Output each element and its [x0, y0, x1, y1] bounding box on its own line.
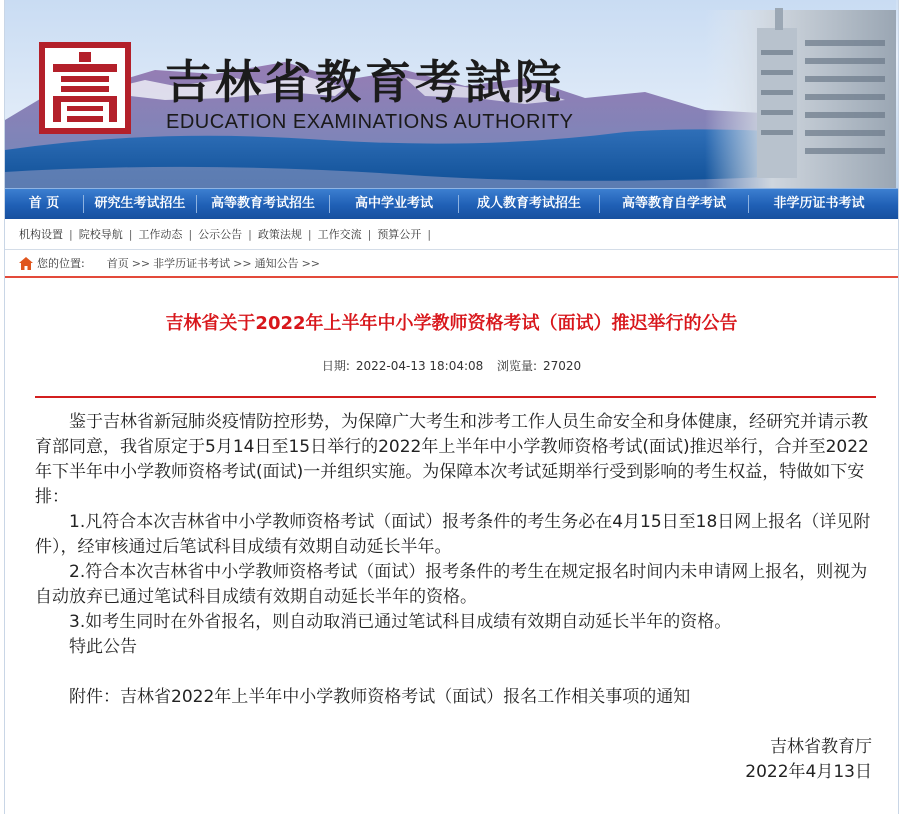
paragraph: 1.凡符合本次吉林省中小学教师资格考试（面试）报考条件的考生务必在4月15日至18日网上报名（详见附件），经审核通过后笔试科目成绩有效期自动延长半年。	[35, 512, 871, 557]
nav-graduate-exam[interactable]: 研究生考试招生	[94, 196, 186, 211]
view-count: 27020	[543, 359, 582, 373]
breadcrumb-notices[interactable]: 通知公告	[254, 257, 299, 270]
subnav-divider: |	[188, 227, 193, 241]
breadcrumb-label: 您的位置:	[37, 257, 85, 270]
article-meta	[5, 357, 898, 374]
subnav-divider: |	[427, 227, 432, 241]
paragraph: 2.符合本次吉林省中小学教师资格考试（面试）报考条件的考生在规定报名时间内未申请网上报名，则视为自动放弃已通过笔试科目成绩有效期自动延长半年的资格。	[35, 562, 868, 607]
main-nav	[5, 188, 898, 219]
paragraph: 特此公告	[69, 637, 137, 657]
date-label: 日期:	[321, 359, 350, 373]
breadcrumb-separator: >>	[131, 256, 151, 270]
paragraph: 3.如考生同时在外省报名，则自动取消已通过笔试科目成绩有效期自动延长半年的资格。	[69, 612, 732, 632]
site-subtitle: EDUCATION EXAMINATIONS AUTHORITY	[166, 111, 574, 133]
subnav-organization[interactable]: 机构设置	[19, 228, 63, 241]
site-banner	[5, 0, 898, 188]
breadcrumb-separator: >>	[233, 256, 252, 270]
spacer	[35, 660, 872, 685]
subnav-budget-disclosure[interactable]: 预算公开	[377, 228, 422, 241]
nav-high-school-exam[interactable]: 高中学业考试	[354, 196, 433, 211]
breadcrumb-separator: >>	[301, 256, 321, 270]
signature-date: 2022年4月13日	[745, 762, 872, 782]
breadcrumb-non-degree-exam[interactable]: 非学历证书考试	[153, 257, 231, 270]
exam-authority-seal-icon	[39, 42, 131, 134]
breadcrumb	[5, 250, 898, 278]
subnav-divider: |	[128, 227, 133, 241]
subnav-divider: |	[367, 227, 372, 241]
title-divider	[35, 396, 876, 398]
subnav-work-exchange[interactable]: 工作交流	[317, 228, 362, 241]
nav-adult-education-exam[interactable]: 成人教育考试招生	[476, 196, 581, 211]
nav-higher-education-exam[interactable]: 高等教育考试招生	[210, 196, 315, 211]
subnav-policies[interactable]: 政策法规	[257, 228, 302, 241]
subnav-divider: |	[307, 227, 312, 241]
views-label: 浏览量:	[496, 359, 537, 373]
subnav-school-guide[interactable]: 院校导航	[78, 228, 123, 241]
nav-non-degree-certificate-exam[interactable]: 非学历证书考试	[773, 196, 865, 211]
subnav-public-notices[interactable]: 公示公告	[198, 228, 243, 241]
spacer	[35, 710, 872, 735]
nav-self-study-exam[interactable]: 高等教育自学考试	[621, 196, 726, 211]
paragraph: 鉴于吉林省新冠肺炎疫情防控形势，为保障广大考生和涉考工作人员生命安全和身体健康，经研究并请示教育部同意，我省原定于5月14日至15日举行的2022年上半年中小学教师资格考试(面试)推迟举行，合并至2022年下半年中小学教师资格考试(面试)一并组织实施。为保障本次考试延期举行受到影响的考生权益，特做如下安排：	[35, 412, 869, 507]
article-body	[35, 410, 872, 785]
signature-org: 吉林省教育厅	[770, 737, 872, 757]
nav-home[interactable]: 首 页	[28, 196, 60, 211]
article-title: 吉林省关于2022年上半年中小学教师资格考试（面试）推迟举行的公告	[165, 313, 738, 334]
attachment-link[interactable]: 附件：吉林省2022年上半年中小学教师资格考试（面试）报名工作相关事项的通知	[69, 687, 691, 707]
site-title: 吉林省教育考試院	[165, 55, 565, 109]
breadcrumb-home[interactable]: 首页	[106, 257, 129, 270]
subnav-work-news[interactable]: 工作动态	[138, 228, 183, 241]
page	[4, 0, 899, 814]
subnav-divider: |	[69, 227, 73, 241]
sub-nav	[5, 219, 898, 250]
subnav-divider: |	[248, 227, 252, 241]
home-icon	[19, 257, 33, 270]
publish-date: 2022-04-13 18:04:08	[355, 359, 484, 373]
